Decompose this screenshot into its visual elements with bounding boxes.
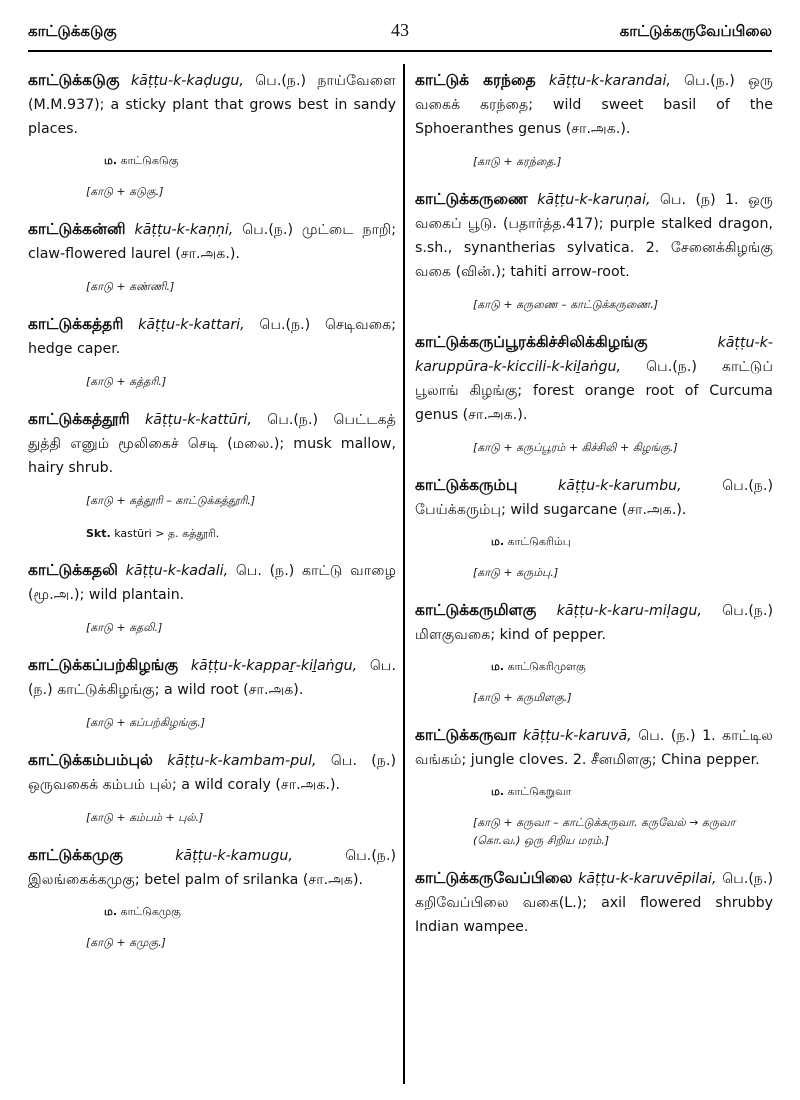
entry-headword: காட்டுக்கருவா xyxy=(415,726,517,744)
entry-transliteration: kāṭṭu-k-kambam-pul, xyxy=(167,753,317,769)
cognate-prefix: ம. xyxy=(491,785,505,798)
entry-headword: காட்டுக்கத்தரி xyxy=(28,315,124,333)
entry-headword: காட்டுக்கருமிளகு xyxy=(415,601,537,619)
etymology: [காடு + கமுகு.] xyxy=(86,936,166,949)
etymology: [காடு + கரந்தை.] xyxy=(473,155,562,168)
right-column xyxy=(415,68,773,951)
malayalam-cognate xyxy=(104,153,396,169)
entry-definition: பெ.(ந.) இலங்கைக்கமுகு; betel palm of srilanka (சா.அக). xyxy=(28,848,396,888)
entry-headword: காட்டுக்கடுகு xyxy=(28,71,120,89)
etymology: [காடு + கருப்பூரம் + கிச்சிலி + கிழங்கு.] xyxy=(473,441,678,454)
entry-definition: பெ.(ந.) முட்டை நாறி; claw-flowered laurel (சா.அக.). xyxy=(28,222,397,262)
dictionary-entry xyxy=(415,187,773,284)
entry-headword: காட்டுக்கத்தூரி xyxy=(28,410,130,428)
entry-headword: காட்டுக் கரந்தை xyxy=(415,71,536,89)
entry-definition: பெ.(ந.) செடிவகை; hedge caper. xyxy=(28,317,397,357)
column-divider xyxy=(403,64,405,1084)
entry-definition: பெ.(ந.) நாய்வேளை (M.M.937); a sticky plant that grows best in sandy places. xyxy=(28,73,396,137)
page-number: 43 xyxy=(391,20,409,40)
entry-headword: காட்டுக்கருணை xyxy=(415,190,528,208)
etymology: [காடு + கடுகு.] xyxy=(86,185,164,198)
etymology: [காடு + கருணை – காட்டுக்கருணை.] xyxy=(473,298,659,311)
entry-definition: பெ.(ந.) காட்டுப் பூலாங் கிழங்கு; forest orange root of Curcuma genus (சா.அக.). xyxy=(415,359,773,423)
entry-transliteration: kāṭṭu-k-kaḍugu, xyxy=(130,73,244,89)
entry-headword: காட்டுக்கரும்பு xyxy=(415,476,518,494)
entry-definition: பெ.(ந.) காட்டுக்கிழங்கு; a wild root (சா.அக). xyxy=(28,658,397,698)
left-column xyxy=(28,68,396,968)
entry-transliteration: kāṭṭu-k-kadali, xyxy=(125,563,229,579)
etymology: [காடு + கத்தூரி – காட்டுக்கத்தூரி.] xyxy=(86,494,256,507)
dictionary-entry xyxy=(415,598,773,647)
entry-transliteration: kāṭṭu-k-kappaṟ-kiḻaṅgu, xyxy=(190,658,358,674)
malayalam-cognate xyxy=(491,659,773,675)
dictionary-entry xyxy=(28,653,396,702)
sanskrit-text: kastūri > த. கத்தூரி. xyxy=(114,527,220,540)
entry-transliteration: kāṭṭu-k-karu-miḷagu, xyxy=(556,603,702,619)
cognate-word: காட்டுகமுகு xyxy=(120,905,181,918)
entry-definition: பெ.(ந.) மிளகுவகை; kind of pepper. xyxy=(415,603,774,643)
etymology: [காடு + கருமிளகு.] xyxy=(473,691,572,704)
entry-transliteration: kāṭṭu-k-kamugu, xyxy=(175,848,293,864)
dictionary-entry xyxy=(28,558,396,607)
sanskrit-note xyxy=(86,526,396,542)
header-left-guideword: காட்டுக்கடுகு xyxy=(28,22,117,40)
cognate-prefix: ம. xyxy=(491,535,505,548)
entry-transliteration: kāṭṭu-k-karuvā, xyxy=(522,728,632,744)
dictionary-entry xyxy=(415,473,773,522)
entry-transliteration: kāṭṭu-k-karuṇai, xyxy=(537,192,651,208)
entry-transliteration: kāṭṭu-k-kaṇṇi, xyxy=(134,222,234,238)
entry-transliteration: kāṭṭu-k-kattari, xyxy=(138,317,245,333)
cognate-prefix: ம. xyxy=(491,660,505,673)
malayalam-cognate xyxy=(491,534,773,550)
entry-transliteration: kāṭṭu-k-kattūri, xyxy=(145,412,252,428)
page-header xyxy=(28,14,772,46)
entry-headword: காட்டுக்கப்பற்கிழங்கு xyxy=(28,656,179,674)
dictionary-entry xyxy=(415,723,773,772)
etymology: [காடு + கண்ணி.] xyxy=(86,280,175,293)
entry-transliteration: kāṭṭu-k-karumbu, xyxy=(558,478,682,494)
cognate-prefix: ம. xyxy=(104,154,118,167)
entry-definition: பெ. (ந.) ஒருவகைக் கம்பம் புல்; a wild coraly (சா.அக.). xyxy=(28,753,396,793)
dictionary-entry xyxy=(28,843,396,892)
entry-definition: பெ. (ந.) 1. காட்டில வங்கம்; jungle cloves. 2. சீனமிளகு; China pepper. xyxy=(415,728,774,768)
entry-transliteration: kāṭṭu-k-karandai, xyxy=(548,73,671,89)
cognate-word: காட்டுகரிம்பு xyxy=(507,535,571,548)
cognate-prefix: ம. xyxy=(104,905,118,918)
entry-definition: பெ.(ந.) பேய்க்கரும்பு; wild sugarcane (சா.அக.). xyxy=(415,478,774,518)
entry-headword: காட்டுக்கன்னி xyxy=(28,220,126,238)
entry-headword: காட்டுக்கருவேப்பிலை xyxy=(415,869,573,887)
entry-definition: பெ. (ந.) காட்டு வாழை (மூ.அ.); wild plantain. xyxy=(28,563,396,603)
entry-definition: பெ.(ந.) கறிவேப்பிலை வகை(L.); axil flowered shrubby Indian wampee. xyxy=(415,871,774,935)
dictionary-entry xyxy=(28,748,396,797)
dictionary-entry xyxy=(415,330,773,427)
header-right-guideword: காட்டுக்கருவேப்பிலை xyxy=(619,22,772,40)
entry-headword: காட்டுக்கதலி xyxy=(28,561,118,579)
cognate-word: காட்டுகரிமுளகு xyxy=(507,660,586,673)
dictionary-entry xyxy=(28,407,396,480)
dictionary-entry xyxy=(415,866,773,939)
dictionary-entry xyxy=(415,68,773,141)
cognate-word: காட்டுகறுவா xyxy=(507,785,572,798)
etymology: [காடு + கதலி.] xyxy=(86,621,163,634)
etymology: [காடு + கத்தரி.] xyxy=(86,375,167,388)
cognate-word: காட்டுகடுகு xyxy=(120,154,179,167)
entry-headword: காட்டுக்கமுகு xyxy=(28,846,123,864)
entry-headword: காட்டுக்கம்பம்புல் xyxy=(28,751,153,769)
malayalam-cognate xyxy=(491,784,773,800)
entry-headword: காட்டுக்கருப்பூரக்கிச்சிலிக்கிழங்கு xyxy=(415,333,648,351)
entry-definition: பெ.(ந.) ஒரு வகைக் கரந்தை; wild sweet basil of the Sphoeranthes genus (சா.அக.). xyxy=(415,73,773,137)
dictionary-entry xyxy=(28,217,396,266)
etymology: [காடு + கம்பம் + புல்.] xyxy=(86,811,204,824)
entry-transliteration: kāṭṭu-k-karuvēpilai, xyxy=(578,871,717,887)
malayalam-cognate xyxy=(104,904,396,920)
entry-transliteration: kāṭṭu-k-karuppūra-k-kiccili-k-kiḻaṅgu, xyxy=(415,335,773,375)
entry-definition: பெ.(ந.) பெட்டகத் துத்தி எனும் மூலிகைச் செடி (மலை.); musk mallow, hairy shrub. xyxy=(28,412,396,476)
dictionary-entry xyxy=(28,68,396,141)
entry-definition: பெ. (ந) 1. ஒரு வகைப் பூடு. (பதார்த்த.417); purple stalked dragon, s.sh., synantherias sylvatica. 2. சேனைக்கிழங்கு வகை (வின்.); tahiti arrow-root. xyxy=(415,192,773,280)
etymology: [காடு + கப்பற்கிழங்கு.] xyxy=(86,716,205,729)
sanskrit-label: Skt. xyxy=(86,527,111,540)
dictionary-entry xyxy=(28,312,396,361)
etymology: [காடு + கருவா – காட்டுக்கருவா. கருவேல் → கருவா (கொ.வ.) ஒரு சிறிய மரம்.] xyxy=(473,816,736,847)
header-rule xyxy=(28,50,772,52)
etymology: [காடு + கரும்பு.] xyxy=(473,566,559,579)
